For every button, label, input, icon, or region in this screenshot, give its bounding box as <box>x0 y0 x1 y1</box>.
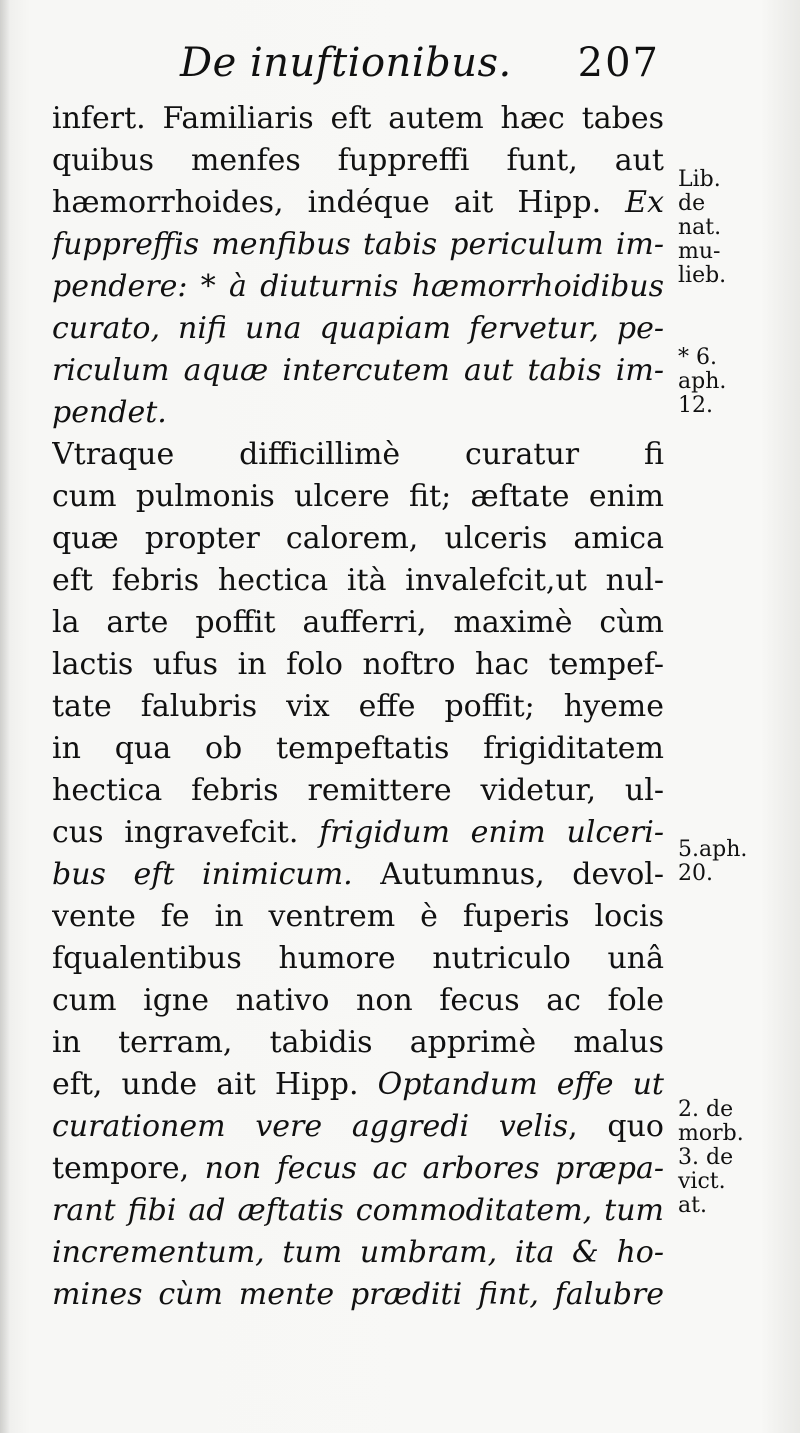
roman-segment: hectica febris remittere videtur, ul- <box>52 773 664 808</box>
text-line <box>52 350 664 392</box>
roman-segment: , quo <box>568 1109 664 1144</box>
margin-note-line: aph. <box>678 369 727 394</box>
text-line <box>52 1064 664 1106</box>
roman-segment: eft, unde ait Hipp. <box>52 1067 378 1102</box>
italic-segment: incrementum, tum umbram, ita & ho- <box>52 1235 664 1270</box>
margin-note-line: 20. <box>678 861 713 886</box>
italic-segment: mines cùm mente præditi fint, falubre <box>52 1277 664 1312</box>
roman-segment: quibus menfes fuppreffi funt, aut <box>52 143 664 178</box>
text-line <box>52 1232 664 1274</box>
italic-segment: pendere: * à diuturnis hæmorrhoidibus <box>52 269 664 304</box>
margin-note-line: 2. de <box>678 1097 734 1122</box>
margin-note-line: 12. <box>678 393 713 418</box>
text-line <box>52 938 664 980</box>
italic-segment: riculum aquæ intercutem aut tabis im- <box>52 353 664 388</box>
roman-segment: eft febris hectica ità invalefcit,ut nul- <box>52 563 664 598</box>
text-line <box>52 686 664 728</box>
italic-segment: bus eft inimicum. <box>52 857 353 892</box>
roman-segment: la arte poffit aufferri, maximè cùm <box>52 605 664 640</box>
text-line <box>52 392 664 434</box>
text-line <box>52 308 664 350</box>
text-line <box>52 476 664 518</box>
margin-note-line: morb. <box>678 1121 744 1146</box>
text-line <box>52 1106 664 1148</box>
text-line <box>52 896 664 938</box>
roman-segment: lactis ufus in folo noftro hac tempef- <box>52 647 664 682</box>
margin-note-line: vict. <box>678 1169 726 1194</box>
roman-segment: fqualentibus humore nutriculo unâ <box>52 941 664 976</box>
italic-segment: curato, nifi una quapiam fervetur, pe- <box>52 311 664 346</box>
text-line <box>52 980 664 1022</box>
roman-segment: vente fe in ventrem è fuperis locis <box>52 899 664 934</box>
roman-segment: in terram, tabidis apprimè malus <box>52 1025 664 1060</box>
roman-segment: Vtraque difficillimè curatur fi <box>52 437 664 472</box>
text-line <box>52 770 664 812</box>
text-line <box>52 224 664 266</box>
roman-segment: cum pulmonis ulcere fit; æftate enim <box>52 479 664 514</box>
text-line <box>52 140 664 182</box>
margin-note-aph-5-20 <box>678 838 747 886</box>
text-line <box>52 602 664 644</box>
margin-note-line: nat. <box>678 215 722 240</box>
text-line <box>52 854 664 896</box>
roman-segment: in qua ob tempeftatis frigiditatem <box>52 731 664 766</box>
text-line <box>52 1190 664 1232</box>
text-line <box>52 728 664 770</box>
roman-segment: infert. Familiaris eft autem hæc tabes <box>52 101 664 136</box>
text-line <box>52 1274 664 1316</box>
scan-edge-shadow <box>0 0 10 1433</box>
italic-segment: Optandum effe ut <box>377 1067 664 1102</box>
text-line <box>52 266 664 308</box>
text-line <box>52 812 664 854</box>
body-text <box>52 98 664 1316</box>
margin-note-line: de <box>678 191 706 216</box>
roman-segment: Autumnus, devol- <box>352 857 664 892</box>
margin-note-line: at. <box>678 1193 707 1218</box>
text-line <box>52 560 664 602</box>
roman-segment: quæ propter calorem, ulceris amica <box>52 521 664 556</box>
running-title: De inuftionibus. <box>180 40 512 86</box>
italic-segment: non fecus ac arbores præpa- <box>204 1151 664 1186</box>
text-line <box>52 518 664 560</box>
roman-segment: cum igne nativo non fecus ac fole <box>52 983 664 1018</box>
margin-note-line: 5.aph. <box>678 837 748 862</box>
roman-segment: tempore, <box>52 1151 205 1186</box>
italic-segment: rant fibi ad æftatis commoditatem, tum <box>52 1193 664 1228</box>
margin-note-line: * 6. <box>678 345 717 370</box>
margin-note-lib-de-nat <box>678 168 726 288</box>
margin-note-morb-vict <box>678 1098 744 1218</box>
margin-note-aph-6-12 <box>678 346 726 418</box>
italic-segment: frigidum enim ulceri- <box>319 815 664 850</box>
roman-segment: cus ingravefcit. <box>52 815 320 850</box>
page-number: 207 <box>577 40 660 86</box>
italic-segment: pendet. <box>52 395 167 430</box>
roman-segment: hæmorrhoides, indéque ait Hipp. <box>52 185 626 220</box>
text-line <box>52 98 664 140</box>
roman-segment: tate falubris vix effe poffit; hyeme <box>52 689 664 724</box>
margin-note-line: 3. de <box>678 1145 734 1170</box>
italic-segment: curationem vere aggredi velis <box>52 1109 569 1144</box>
margin-note-line: Lib. <box>678 167 721 192</box>
italic-segment: fuppreffis menfibus tabis periculum im- <box>52 227 664 262</box>
text-line <box>52 1148 664 1190</box>
page-header <box>100 40 660 100</box>
italic-segment: Ex <box>625 185 664 220</box>
margin-note-line: mu- <box>678 239 721 264</box>
text-line <box>52 1022 664 1064</box>
text-line <box>52 434 664 476</box>
text-line <box>52 644 664 686</box>
margin-note-line: lieb. <box>678 263 727 288</box>
text-line <box>52 182 664 224</box>
